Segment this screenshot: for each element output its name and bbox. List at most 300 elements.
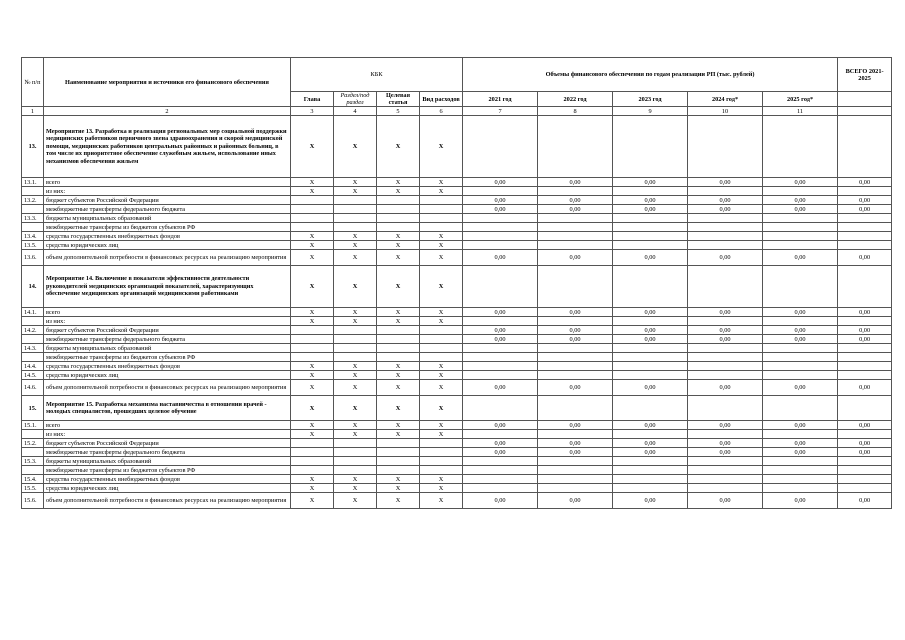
row-number: 13.1. <box>22 178 44 187</box>
kbk-cell: X <box>377 232 420 241</box>
amount-cell: 0,00 <box>538 205 613 214</box>
kbk-cell <box>334 205 377 214</box>
amount-cell <box>463 214 538 223</box>
amount-cell <box>463 317 538 326</box>
table-row <box>22 178 892 187</box>
kbk-cell: X <box>377 371 420 380</box>
kbk-cell <box>291 457 334 466</box>
header-year-2024: 2024 год* <box>688 92 763 107</box>
amount-cell <box>763 214 838 223</box>
kbk-cell: X <box>420 232 463 241</box>
table-row <box>22 475 892 484</box>
amount-cell <box>538 466 613 475</box>
amount-cell: 0,00 <box>463 380 538 396</box>
measure-title: Мероприятие 13. Разработка и реализация региональных мер социальной поддержки медицинских работников первичного звена здравоохранения и скорой медицинской помощи, медицинских работников центральных районных и районных больниц, в том числе их приоритетное обеспечение служебным жильем, использование иных механизмов обеспечения жильем <box>44 116 291 178</box>
kbk-cell <box>420 196 463 205</box>
row-label: межбюджетные трансферты из бюджетов субъектов РФ <box>44 353 291 362</box>
amount-cell <box>763 266 838 308</box>
header-name: Наименование мероприятия и источники его финансового обеспечения <box>44 58 291 107</box>
kbk-cell: X <box>291 362 334 371</box>
amount-cell <box>538 317 613 326</box>
amount-cell <box>538 484 613 493</box>
amount-cell <box>688 116 763 178</box>
kbk-cell: X <box>377 241 420 250</box>
amount-cell: 0,00 <box>613 335 688 344</box>
table-row <box>22 187 892 196</box>
total-cell <box>838 362 892 371</box>
measure-title: Мероприятие 15. Разработка механизма наставничества в отношении врачей - молодых специалистов, прошедших целевое обучение <box>44 396 291 421</box>
total-cell <box>838 266 892 308</box>
amount-cell <box>763 344 838 353</box>
row-label: средства государственных внебюджетных фондов <box>44 475 291 484</box>
amount-cell <box>538 266 613 308</box>
row-number: 14. <box>22 266 44 308</box>
amount-cell <box>463 371 538 380</box>
amount-cell: 0,00 <box>763 308 838 317</box>
kbk-cell: X <box>334 475 377 484</box>
total-cell: 0,00 <box>838 250 892 266</box>
amount-cell <box>688 484 763 493</box>
table-row <box>22 439 892 448</box>
kbk-cell: X <box>420 475 463 484</box>
amount-cell <box>463 457 538 466</box>
amount-cell: 0,00 <box>763 196 838 205</box>
total-cell <box>838 116 892 178</box>
amount-cell: 0,00 <box>538 308 613 317</box>
kbk-cell <box>377 326 420 335</box>
kbk-cell: X <box>420 380 463 396</box>
amount-cell <box>613 396 688 421</box>
kbk-cell: X <box>377 266 420 308</box>
kbk-cell: X <box>334 187 377 196</box>
amount-cell <box>763 232 838 241</box>
amount-cell <box>463 396 538 421</box>
kbk-cell: X <box>291 380 334 396</box>
amount-cell: 0,00 <box>538 250 613 266</box>
kbk-cell <box>420 448 463 457</box>
row-number <box>22 205 44 214</box>
amount-cell <box>763 371 838 380</box>
column-number: 2 <box>44 107 291 116</box>
amount-cell: 0,00 <box>763 205 838 214</box>
amount-cell: 0,00 <box>463 308 538 317</box>
amount-cell: 0,00 <box>463 250 538 266</box>
column-number: 11 <box>763 107 838 116</box>
kbk-cell: X <box>291 493 334 509</box>
row-number: 15.5. <box>22 484 44 493</box>
table-row <box>22 362 892 371</box>
amount-cell: 0,00 <box>688 380 763 396</box>
kbk-cell: X <box>377 396 420 421</box>
measure-title-row <box>22 116 892 178</box>
amount-cell <box>613 241 688 250</box>
amount-cell: 0,00 <box>613 326 688 335</box>
row-number: 14.5. <box>22 371 44 380</box>
kbk-cell <box>291 448 334 457</box>
amount-cell <box>538 187 613 196</box>
table-row <box>22 344 892 353</box>
amount-cell: 0,00 <box>463 326 538 335</box>
amount-cell <box>763 353 838 362</box>
kbk-cell <box>377 439 420 448</box>
amount-cell <box>613 317 688 326</box>
amount-cell: 0,00 <box>763 380 838 396</box>
amount-cell <box>613 484 688 493</box>
kbk-cell: X <box>420 317 463 326</box>
amount-cell <box>538 344 613 353</box>
kbk-cell <box>334 326 377 335</box>
total-cell <box>838 484 892 493</box>
kbk-cell <box>291 214 334 223</box>
kbk-cell <box>291 466 334 475</box>
amount-cell <box>763 484 838 493</box>
column-number: 7 <box>463 107 538 116</box>
kbk-cell: X <box>334 493 377 509</box>
amount-cell: 0,00 <box>538 421 613 430</box>
kbk-cell <box>420 353 463 362</box>
table-row <box>22 308 892 317</box>
amount-cell <box>613 371 688 380</box>
amount-cell <box>613 223 688 232</box>
row-label: средства юридических лиц <box>44 241 291 250</box>
amount-cell: 0,00 <box>463 196 538 205</box>
row-label: из них: <box>44 187 291 196</box>
amount-cell <box>688 266 763 308</box>
kbk-cell <box>420 457 463 466</box>
kbk-cell: X <box>334 396 377 421</box>
kbk-cell: X <box>334 178 377 187</box>
amount-cell <box>538 214 613 223</box>
row-number <box>22 466 44 475</box>
kbk-cell <box>377 205 420 214</box>
row-label: объем дополнительной потребности в финансовых ресурсах на реализацию мероприятия <box>44 250 291 266</box>
row-number: 14.4. <box>22 362 44 371</box>
amount-cell: 0,00 <box>463 448 538 457</box>
row-label: бюджеты муниципальных образований <box>44 457 291 466</box>
measure-title-row <box>22 396 892 421</box>
kbk-cell <box>334 214 377 223</box>
kbk-cell: X <box>334 317 377 326</box>
row-label: объем дополнительной потребности в финансовых ресурсах на реализацию мероприятия <box>44 493 291 509</box>
header-kbk: КБК <box>291 58 463 92</box>
amount-cell: 0,00 <box>688 448 763 457</box>
kbk-cell <box>334 466 377 475</box>
kbk-cell <box>420 335 463 344</box>
total-cell <box>838 371 892 380</box>
kbk-cell <box>334 223 377 232</box>
row-label: бюджет субъектов Российской Федерации <box>44 439 291 448</box>
measure-title-row <box>22 266 892 308</box>
amount-cell: 0,00 <box>688 421 763 430</box>
row-number: 15.3. <box>22 457 44 466</box>
kbk-cell <box>377 466 420 475</box>
kbk-cell: X <box>291 266 334 308</box>
amount-cell <box>763 466 838 475</box>
header-total: ВСЕГО 2021-2025 <box>838 58 892 92</box>
row-number: 13.2. <box>22 196 44 205</box>
kbk-cell: X <box>291 371 334 380</box>
kbk-cell: X <box>420 116 463 178</box>
kbk-cell: X <box>291 178 334 187</box>
row-number <box>22 223 44 232</box>
amount-cell <box>613 187 688 196</box>
row-label: бюджеты муниципальных образований <box>44 344 291 353</box>
total-cell <box>838 187 892 196</box>
column-number: 5 <box>377 107 420 116</box>
amount-cell <box>688 187 763 196</box>
amount-cell <box>688 214 763 223</box>
kbk-cell: X <box>377 308 420 317</box>
kbk-cell <box>291 223 334 232</box>
amount-cell <box>463 232 538 241</box>
kbk-cell: X <box>420 187 463 196</box>
amount-cell: 0,00 <box>613 308 688 317</box>
kbk-cell: X <box>420 266 463 308</box>
row-number: 14.1. <box>22 308 44 317</box>
amount-cell <box>463 362 538 371</box>
amount-cell: 0,00 <box>688 178 763 187</box>
amount-cell <box>463 475 538 484</box>
amount-cell <box>613 353 688 362</box>
amount-cell <box>463 241 538 250</box>
kbk-cell <box>377 344 420 353</box>
table-row <box>22 214 892 223</box>
amount-cell: 0,00 <box>613 448 688 457</box>
row-label: межбюджетные трансферты федерального бюджета <box>44 205 291 214</box>
kbk-cell: X <box>291 308 334 317</box>
kbk-cell <box>334 457 377 466</box>
kbk-cell: X <box>377 362 420 371</box>
kbk-cell: X <box>291 430 334 439</box>
kbk-cell: X <box>334 430 377 439</box>
row-number <box>22 317 44 326</box>
amount-cell: 0,00 <box>763 439 838 448</box>
column-number: 8 <box>538 107 613 116</box>
amount-cell: 0,00 <box>763 326 838 335</box>
amount-cell: 0,00 <box>463 493 538 509</box>
total-cell: 0,00 <box>838 196 892 205</box>
amount-cell <box>613 232 688 241</box>
kbk-cell <box>291 335 334 344</box>
amount-cell: 0,00 <box>763 493 838 509</box>
row-label: бюджет субъектов Российской Федерации <box>44 326 291 335</box>
row-number: 13.5. <box>22 241 44 250</box>
amount-cell <box>763 430 838 439</box>
amount-cell <box>688 232 763 241</box>
column-number: 9 <box>613 107 688 116</box>
kbk-cell: X <box>334 371 377 380</box>
row-number: 14.3. <box>22 344 44 353</box>
header-year-2021: 2021 год <box>463 92 538 107</box>
kbk-cell: X <box>377 430 420 439</box>
row-number <box>22 448 44 457</box>
kbk-cell <box>377 196 420 205</box>
row-number <box>22 335 44 344</box>
amount-cell <box>688 241 763 250</box>
total-cell <box>838 353 892 362</box>
row-number <box>22 187 44 196</box>
table-row <box>22 241 892 250</box>
column-number: 10 <box>688 107 763 116</box>
amount-cell: 0,00 <box>463 205 538 214</box>
amount-cell <box>688 430 763 439</box>
kbk-cell: X <box>420 371 463 380</box>
kbk-cell: X <box>377 250 420 266</box>
amount-cell: 0,00 <box>613 205 688 214</box>
kbk-cell: X <box>377 187 420 196</box>
kbk-cell: X <box>377 178 420 187</box>
amount-cell <box>463 353 538 362</box>
kbk-cell <box>334 344 377 353</box>
column-numbers-row <box>22 107 892 116</box>
table-row <box>22 421 892 430</box>
kbk-cell: X <box>291 250 334 266</box>
header-year-2022: 2022 год <box>538 92 613 107</box>
row-label: всего <box>44 178 291 187</box>
kbk-cell: X <box>291 421 334 430</box>
amount-cell: 0,00 <box>613 439 688 448</box>
kbk-cell <box>291 326 334 335</box>
kbk-cell: X <box>334 484 377 493</box>
amount-cell: 0,00 <box>763 250 838 266</box>
total-cell: 0,00 <box>838 335 892 344</box>
kbk-cell <box>334 335 377 344</box>
kbk-cell: X <box>377 380 420 396</box>
kbk-cell: X <box>334 232 377 241</box>
kbk-cell: X <box>291 475 334 484</box>
row-label: объем дополнительной потребности в финансовых ресурсах на реализацию мероприятия <box>44 380 291 396</box>
amount-cell <box>613 214 688 223</box>
kbk-cell: X <box>420 250 463 266</box>
row-number: 13.6. <box>22 250 44 266</box>
amount-cell <box>613 457 688 466</box>
amount-cell: 0,00 <box>763 448 838 457</box>
amount-cell: 0,00 <box>613 421 688 430</box>
table-row <box>22 205 892 214</box>
header-year-2023: 2023 год <box>613 92 688 107</box>
amount-cell: 0,00 <box>613 493 688 509</box>
column-number: 6 <box>420 107 463 116</box>
amount-cell <box>463 466 538 475</box>
amount-cell <box>763 223 838 232</box>
kbk-cell: X <box>334 250 377 266</box>
amount-cell: 0,00 <box>688 308 763 317</box>
total-cell <box>838 475 892 484</box>
amount-cell <box>688 466 763 475</box>
total-cell <box>838 223 892 232</box>
amount-cell: 0,00 <box>538 196 613 205</box>
amount-cell <box>538 223 613 232</box>
total-cell <box>838 214 892 223</box>
kbk-cell <box>334 353 377 362</box>
kbk-cell <box>377 448 420 457</box>
row-label: средства юридических лиц <box>44 484 291 493</box>
kbk-cell: X <box>291 187 334 196</box>
amount-cell: 0,00 <box>688 196 763 205</box>
amount-cell: 0,00 <box>613 250 688 266</box>
table-row <box>22 466 892 475</box>
amount-cell <box>613 266 688 308</box>
kbk-cell: X <box>291 317 334 326</box>
amount-cell: 0,00 <box>763 421 838 430</box>
header-num: № п/п <box>22 58 44 107</box>
kbk-cell <box>291 344 334 353</box>
total-cell: 0,00 <box>838 493 892 509</box>
amount-cell: 0,00 <box>613 196 688 205</box>
amount-cell: 0,00 <box>688 335 763 344</box>
amount-cell: 0,00 <box>538 448 613 457</box>
amount-cell <box>613 362 688 371</box>
row-number: 15.4. <box>22 475 44 484</box>
row-label: бюджеты муниципальных образований <box>44 214 291 223</box>
amount-cell <box>688 223 763 232</box>
row-label: из них: <box>44 430 291 439</box>
row-label: средства государственных внебюджетных фондов <box>44 362 291 371</box>
kbk-cell <box>420 326 463 335</box>
amount-cell <box>613 466 688 475</box>
amount-cell: 0,00 <box>463 421 538 430</box>
amount-cell <box>763 187 838 196</box>
header-volumes: Объемы финансового обеспечения по годам реализации РП (тыс. рублей) <box>463 58 838 92</box>
row-number: 15.1. <box>22 421 44 430</box>
header-glava: Глава <box>291 92 334 107</box>
kbk-cell: X <box>420 241 463 250</box>
table-row <box>22 371 892 380</box>
row-number: 14.6. <box>22 380 44 396</box>
kbk-cell <box>291 439 334 448</box>
amount-cell <box>538 457 613 466</box>
kbk-cell <box>420 223 463 232</box>
amount-cell <box>613 430 688 439</box>
kbk-cell: X <box>420 178 463 187</box>
kbk-cell: X <box>420 493 463 509</box>
kbk-cell: X <box>420 484 463 493</box>
amount-cell <box>688 371 763 380</box>
column-number <box>838 107 892 116</box>
kbk-cell <box>291 196 334 205</box>
table-row <box>22 326 892 335</box>
amount-cell <box>463 344 538 353</box>
row-label: межбюджетные трансферты из бюджетов субъектов РФ <box>44 466 291 475</box>
kbk-cell: X <box>334 362 377 371</box>
financing-table <box>21 57 892 509</box>
row-number: 14.2. <box>22 326 44 335</box>
kbk-cell: X <box>291 116 334 178</box>
row-label: межбюджетные трансферты из бюджетов субъектов РФ <box>44 223 291 232</box>
amount-cell <box>688 396 763 421</box>
row-label: из них: <box>44 317 291 326</box>
kbk-cell <box>377 353 420 362</box>
kbk-cell: X <box>377 484 420 493</box>
amount-cell <box>688 317 763 326</box>
kbk-cell: X <box>420 430 463 439</box>
amount-cell: 0,00 <box>463 178 538 187</box>
total-cell: 0,00 <box>838 380 892 396</box>
total-cell: 0,00 <box>838 421 892 430</box>
kbk-cell <box>420 214 463 223</box>
header-total-blank <box>838 92 892 107</box>
total-cell <box>838 430 892 439</box>
row-number <box>22 430 44 439</box>
kbk-cell: X <box>420 421 463 430</box>
table-row <box>22 232 892 241</box>
amount-cell <box>463 116 538 178</box>
kbk-cell <box>420 439 463 448</box>
row-label: всего <box>44 421 291 430</box>
kbk-cell: X <box>334 116 377 178</box>
kbk-cell: X <box>334 241 377 250</box>
total-cell <box>838 466 892 475</box>
